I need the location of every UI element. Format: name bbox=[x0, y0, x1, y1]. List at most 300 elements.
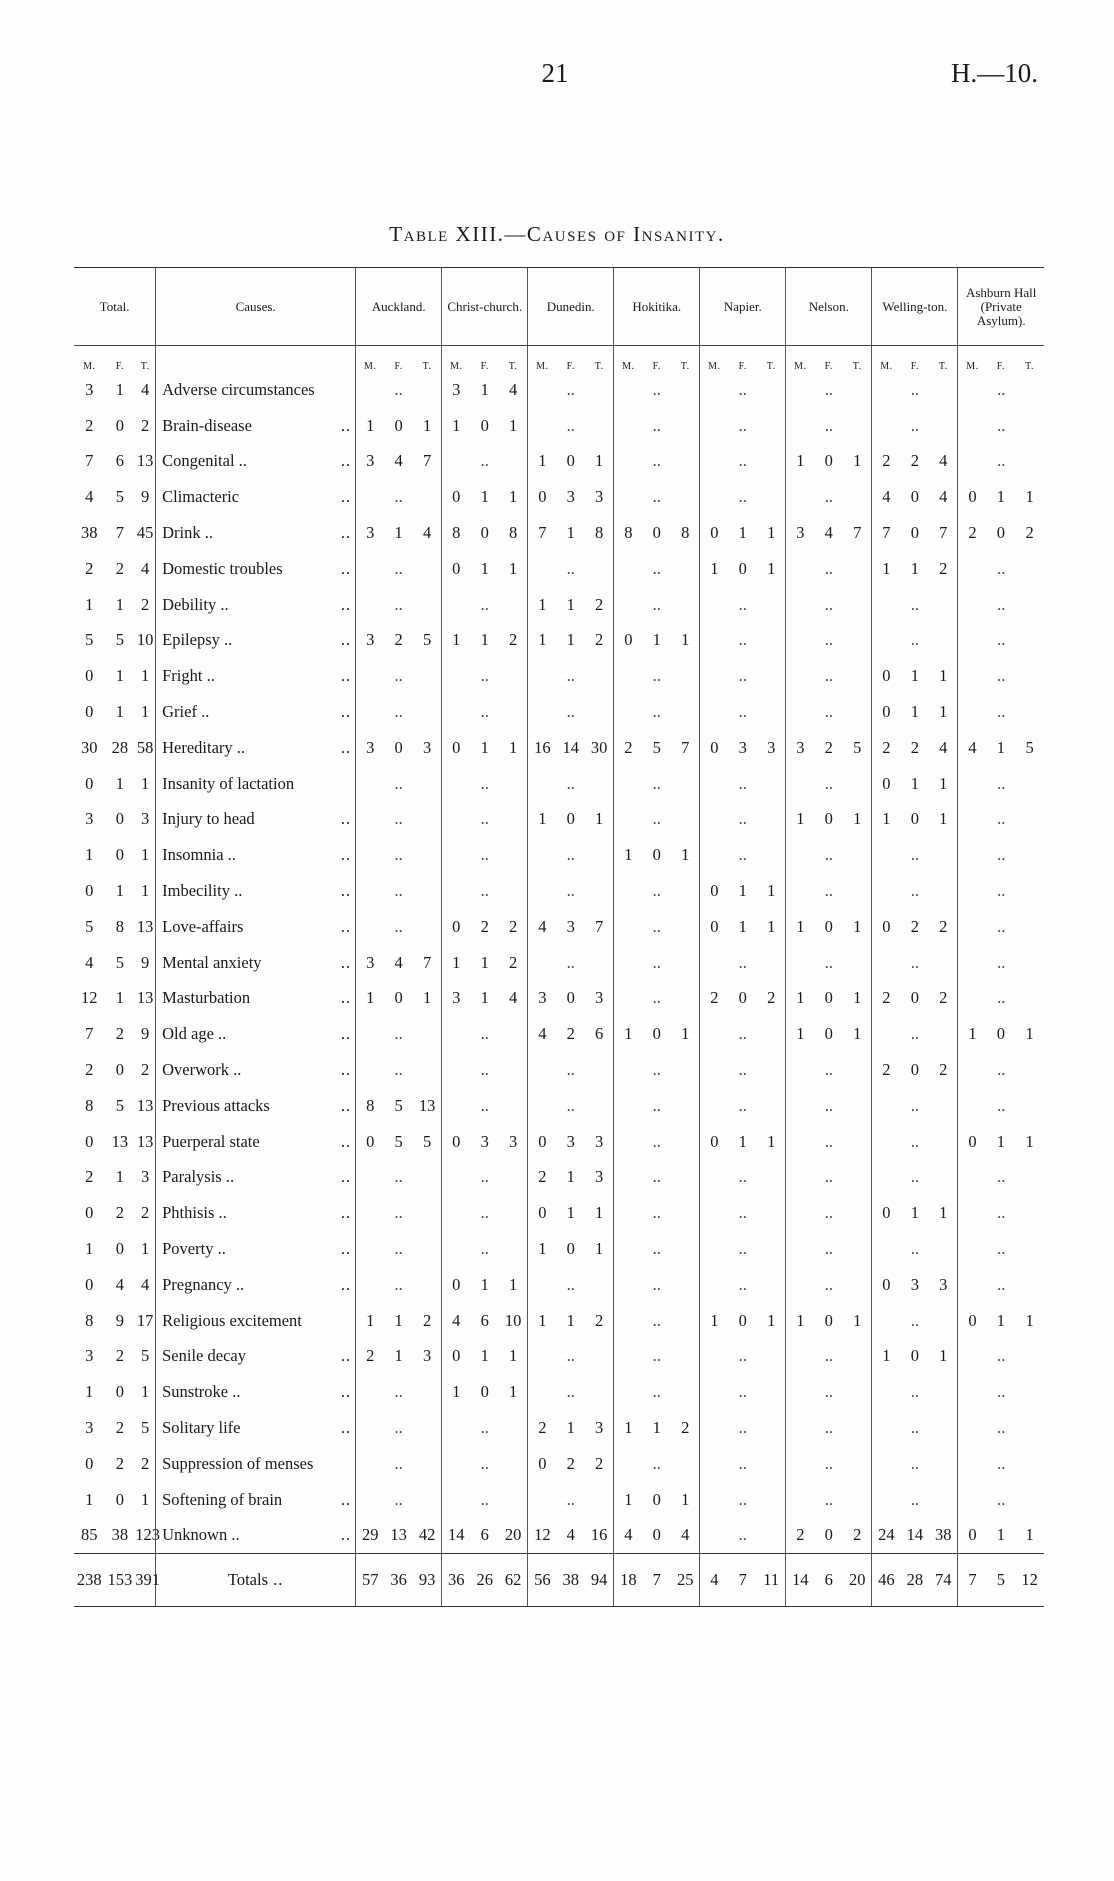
district-5-cell: 1 bbox=[786, 444, 815, 480]
district-0-empty: .. bbox=[356, 1267, 442, 1303]
total-cell: 8 bbox=[115, 916, 125, 936]
district-1-cell: 8 bbox=[442, 515, 471, 551]
district-0-empty: .. bbox=[356, 1231, 442, 1267]
district-5-cell: 0 bbox=[824, 809, 833, 829]
cause-text: Debility .. bbox=[162, 594, 229, 614]
district-4-empty: .. bbox=[700, 1160, 786, 1196]
district-2-cell: 2 bbox=[595, 1310, 604, 1330]
district-7-cell: 1 bbox=[996, 1310, 1006, 1330]
district-5-empty: .. bbox=[786, 694, 872, 730]
district-1-cell: 0 bbox=[442, 1267, 471, 1303]
cause-label bbox=[156, 1339, 356, 1375]
district-6-cell: 2 bbox=[939, 988, 948, 1008]
leader-dots: .. bbox=[340, 1095, 352, 1115]
cause-label bbox=[156, 408, 356, 444]
district-3-cell: 1 bbox=[652, 1418, 661, 1437]
district-1-cell: 36 bbox=[442, 1554, 471, 1607]
district-5-cell: 5 bbox=[853, 737, 862, 757]
district-5-cell: 1 bbox=[853, 1024, 862, 1044]
district-2-cell: 1 bbox=[528, 587, 557, 623]
district-7-empty: .. bbox=[958, 766, 1044, 802]
cause-text: Congenital .. bbox=[162, 451, 247, 471]
district-5-cell: 3 bbox=[786, 515, 815, 551]
district-1-cell: 3 bbox=[442, 981, 471, 1017]
district-2-cell: 30 bbox=[590, 737, 608, 757]
district-7-empty: .. bbox=[958, 1195, 1044, 1231]
leader-dots: .. bbox=[340, 487, 352, 507]
total-cell: 2 bbox=[115, 1346, 125, 1366]
district-3-cell: 2 bbox=[614, 730, 643, 766]
district-1-cell: 1 bbox=[442, 1374, 471, 1410]
district-2-empty: .. bbox=[528, 766, 614, 802]
district-2-empty: .. bbox=[528, 837, 614, 873]
total-cell: 5 bbox=[115, 952, 125, 972]
district-6-empty: .. bbox=[872, 1482, 958, 1518]
leader-dots: .. bbox=[340, 809, 352, 829]
table-row bbox=[74, 766, 1044, 802]
total-cell: 5 bbox=[115, 1095, 125, 1115]
cause-label bbox=[156, 1482, 356, 1518]
district-4-empty: .. bbox=[700, 658, 786, 694]
district-0-empty: .. bbox=[356, 1374, 442, 1410]
district-2-cell: 3 bbox=[566, 1131, 575, 1151]
district-5-cell: 0 bbox=[824, 451, 833, 471]
total-cell: 5 bbox=[141, 1346, 150, 1366]
district-4-empty: .. bbox=[700, 694, 786, 730]
district-6-cell: 4 bbox=[939, 737, 948, 757]
district-2-cell: 1 bbox=[566, 594, 575, 614]
district-6-cell: 2 bbox=[939, 558, 948, 578]
district-6-cell: 0 bbox=[872, 694, 901, 730]
district-4-cell: 1 bbox=[738, 1131, 747, 1151]
district-7-cell: 1 bbox=[996, 1525, 1006, 1545]
district-1-cell: 1 bbox=[480, 630, 489, 650]
sub-header-district-1-2: T. bbox=[508, 361, 518, 372]
total-cell: 5 bbox=[85, 630, 94, 650]
district-1-cell: 26 bbox=[470, 1554, 499, 1607]
district-7-cell: 1 bbox=[996, 737, 1006, 757]
total-cell: 38 bbox=[81, 523, 98, 543]
district-5-empty: .. bbox=[786, 408, 872, 444]
cause-text: Suppression of menses bbox=[162, 1453, 314, 1473]
district-6-cell: 38 bbox=[935, 1525, 952, 1545]
sub-header-district-5-1: F. bbox=[824, 361, 833, 372]
district-1-cell: 14 bbox=[442, 1518, 471, 1554]
district-7-cell: 1 bbox=[1025, 1525, 1034, 1545]
district-6-cell: 1 bbox=[910, 558, 919, 578]
cause-label bbox=[156, 1518, 356, 1554]
sub-header-district-1-1: F. bbox=[480, 361, 489, 372]
district-6-cell: 0 bbox=[872, 1195, 901, 1231]
district-7-cell: 5 bbox=[987, 1554, 1016, 1607]
sub-header-district-0-0: M. bbox=[356, 346, 385, 373]
cause-label bbox=[156, 1160, 356, 1196]
district-0-cell: 3 bbox=[356, 945, 385, 981]
district-0-empty: .. bbox=[356, 1410, 442, 1446]
cause-text: Religious excitement bbox=[162, 1310, 302, 1330]
district-6-empty: .. bbox=[872, 623, 958, 659]
district-4-empty: .. bbox=[700, 408, 786, 444]
cause-text: Insanity of lactation bbox=[162, 773, 295, 793]
district-7-empty: .. bbox=[958, 909, 1044, 945]
district-0-empty: .. bbox=[356, 802, 442, 838]
district-2-cell: 6 bbox=[595, 1024, 604, 1044]
cause-text: Masturbation bbox=[162, 988, 251, 1008]
district-5-empty: .. bbox=[786, 837, 872, 873]
district-3-cell: 1 bbox=[614, 1410, 643, 1446]
district-2-cell: 0 bbox=[528, 1195, 557, 1231]
district-3-cell: 2 bbox=[681, 1418, 690, 1437]
district-0-empty: .. bbox=[356, 1016, 442, 1052]
total-cell: 30 bbox=[81, 737, 98, 757]
district-7-cell: 0 bbox=[996, 1024, 1006, 1044]
header-wellington: Welling-ton. bbox=[872, 268, 958, 346]
district-4-cell: 1 bbox=[767, 916, 776, 936]
cause-label bbox=[156, 873, 356, 909]
district-5-empty: .. bbox=[786, 1446, 872, 1482]
district-5-empty: .. bbox=[786, 1088, 872, 1124]
district-1-cell: 1 bbox=[480, 379, 489, 399]
total-cell: 2 bbox=[85, 415, 94, 435]
district-5-empty: .. bbox=[786, 1124, 872, 1160]
district-3-cell: 0 bbox=[652, 845, 661, 865]
district-2-empty: .. bbox=[528, 1088, 614, 1124]
district-5-cell: 6 bbox=[814, 1554, 843, 1607]
total-cell: 4 bbox=[141, 1274, 150, 1294]
district-0-cell: 8 bbox=[356, 1088, 385, 1124]
district-6-cell: 14 bbox=[906, 1525, 924, 1545]
district-6-cell: 74 bbox=[929, 1554, 958, 1607]
district-2-empty: .. bbox=[528, 1052, 614, 1088]
district-2-cell: 1 bbox=[528, 1303, 557, 1339]
district-5-cell: 7 bbox=[853, 523, 862, 543]
cause-label bbox=[156, 945, 356, 981]
sub-header-district-5-0: M. bbox=[786, 346, 815, 373]
cause-label bbox=[156, 1195, 356, 1231]
district-4-empty: .. bbox=[700, 587, 786, 623]
district-0-empty: .. bbox=[356, 909, 442, 945]
cause-label bbox=[156, 444, 356, 480]
cause-text: Epilepsy .. bbox=[162, 630, 233, 650]
district-4-cell: 1 bbox=[767, 1131, 776, 1151]
district-0-empty: .. bbox=[356, 1195, 442, 1231]
district-2-cell: 7 bbox=[528, 515, 557, 551]
district-1-cell: 62 bbox=[499, 1554, 528, 1607]
district-1-cell: 1 bbox=[509, 737, 518, 757]
table-row bbox=[74, 408, 1044, 444]
cause-text: Phthisis .. bbox=[162, 1203, 227, 1223]
district-6-cell: 2 bbox=[872, 444, 901, 480]
district-2-cell: 3 bbox=[595, 1167, 604, 1187]
district-6-cell: 1 bbox=[910, 1203, 919, 1223]
total-cell: 4 bbox=[85, 952, 94, 972]
total-cell: 0 bbox=[115, 1060, 125, 1080]
total-cell: 1 bbox=[115, 702, 125, 722]
district-6-cell: 0 bbox=[910, 1060, 919, 1080]
district-1-empty: .. bbox=[442, 1231, 528, 1267]
total-cell: 0 bbox=[115, 1239, 125, 1259]
district-1-cell: 1 bbox=[509, 487, 518, 507]
district-2-cell: 3 bbox=[595, 1131, 604, 1151]
district-7-empty: .. bbox=[958, 551, 1044, 587]
total-cell: 7 bbox=[85, 1024, 94, 1044]
district-0-empty: .. bbox=[356, 551, 442, 587]
district-5-empty: .. bbox=[786, 479, 872, 515]
total-cell: 9 bbox=[115, 1310, 125, 1330]
district-5-cell: 1 bbox=[853, 1310, 862, 1330]
district-2-cell: 7 bbox=[595, 916, 604, 936]
district-5-empty: .. bbox=[786, 1339, 872, 1375]
total-cell: 13 bbox=[136, 916, 154, 936]
district-2-cell: 2 bbox=[595, 1453, 604, 1473]
district-5-cell: 20 bbox=[843, 1554, 872, 1607]
district-4-empty: .. bbox=[700, 766, 786, 802]
cause-label bbox=[156, 730, 356, 766]
total-cell: 3 bbox=[85, 809, 94, 829]
cause-text: Insomnia .. bbox=[162, 845, 236, 865]
cause-text: Brain-disease bbox=[162, 415, 252, 435]
total-cell: 2 bbox=[141, 1203, 150, 1223]
district-6-cell: 0 bbox=[872, 658, 901, 694]
district-6-cell: 2 bbox=[872, 981, 901, 1017]
district-3-cell: 0 bbox=[652, 1525, 661, 1545]
district-2-empty: .. bbox=[528, 694, 614, 730]
district-0-empty: .. bbox=[356, 766, 442, 802]
district-0-cell: 4 bbox=[394, 952, 403, 972]
district-7-empty: .. bbox=[958, 658, 1044, 694]
cause-text: Senile decay bbox=[162, 1346, 246, 1366]
district-6-empty: .. bbox=[872, 1016, 958, 1052]
table-row bbox=[74, 1124, 1044, 1160]
district-6-empty: .. bbox=[872, 945, 958, 981]
total-cell: 4 bbox=[141, 558, 150, 578]
total-cell: 123 bbox=[135, 1525, 160, 1545]
district-3-cell: 0 bbox=[652, 523, 661, 543]
district-2-cell: 1 bbox=[566, 523, 575, 543]
district-7-cell: 1 bbox=[1025, 1310, 1034, 1330]
leader-dots: .. bbox=[340, 881, 352, 901]
cause-text: Drink .. bbox=[162, 523, 213, 543]
district-5-empty: .. bbox=[786, 587, 872, 623]
total-cell: 45 bbox=[136, 523, 154, 543]
total-cell: 1 bbox=[141, 845, 150, 865]
district-2-cell: 1 bbox=[595, 451, 604, 471]
table-row bbox=[74, 587, 1044, 623]
district-1-cell: 10 bbox=[504, 1310, 522, 1330]
district-7-empty: .. bbox=[958, 1267, 1044, 1303]
district-6-cell: 1 bbox=[872, 1339, 901, 1375]
district-3-empty: .. bbox=[614, 1052, 700, 1088]
district-1-cell: 1 bbox=[509, 1382, 518, 1402]
district-4-empty: .. bbox=[700, 1339, 786, 1375]
district-0-cell: 7 bbox=[422, 451, 432, 471]
district-5-cell: 1 bbox=[853, 916, 862, 936]
total-cell: 1 bbox=[141, 702, 150, 722]
district-4-empty: .. bbox=[700, 1518, 786, 1554]
district-1-cell: 2 bbox=[509, 952, 518, 972]
leader-dots: .. bbox=[340, 952, 352, 972]
district-0-empty: .. bbox=[356, 837, 442, 873]
cause-label bbox=[156, 1374, 356, 1410]
total-cell: 7 bbox=[85, 451, 94, 471]
cause-label bbox=[156, 909, 356, 945]
district-4-cell: 7 bbox=[728, 1554, 757, 1607]
district-6-empty: .. bbox=[872, 372, 958, 408]
district-2-cell: 38 bbox=[556, 1554, 585, 1607]
district-6-cell: 2 bbox=[872, 730, 901, 766]
total-cell: 1 bbox=[141, 1239, 150, 1259]
district-2-empty: .. bbox=[528, 873, 614, 909]
district-1-cell: 1 bbox=[480, 558, 489, 578]
district-3-empty: .. bbox=[614, 1231, 700, 1267]
sub-header-district-3-1: F. bbox=[652, 361, 661, 372]
district-0-cell: 1 bbox=[422, 988, 432, 1008]
district-5-cell: 2 bbox=[853, 1525, 862, 1545]
district-7-cell: 1 bbox=[1025, 1131, 1034, 1151]
total-cell: 4 bbox=[141, 379, 150, 399]
total-cell: 0 bbox=[115, 1382, 125, 1402]
district-5-empty: .. bbox=[786, 372, 872, 408]
district-6-empty: .. bbox=[872, 837, 958, 873]
district-0-cell: 2 bbox=[356, 1339, 385, 1375]
district-0-empty: .. bbox=[356, 587, 442, 623]
district-6-cell: 0 bbox=[910, 487, 919, 507]
leader-dots: .. bbox=[340, 594, 352, 614]
total-cell: 2 bbox=[115, 1418, 125, 1437]
district-2-cell: 0 bbox=[528, 479, 557, 515]
total-cell: 1 bbox=[141, 1382, 150, 1402]
district-1-cell: 0 bbox=[480, 415, 489, 435]
table-row bbox=[74, 802, 1044, 838]
district-3-cell: 8 bbox=[614, 515, 643, 551]
district-7-empty: .. bbox=[958, 694, 1044, 730]
district-1-empty: .. bbox=[442, 802, 528, 838]
leader-dots: .. bbox=[340, 1274, 352, 1294]
district-0-cell: 5 bbox=[422, 630, 432, 650]
district-0-cell: 13 bbox=[390, 1525, 407, 1545]
district-7-empty: .. bbox=[958, 1088, 1044, 1124]
district-5-empty: .. bbox=[786, 1374, 872, 1410]
district-2-cell: 2 bbox=[595, 630, 604, 650]
district-5-empty: .. bbox=[786, 1482, 872, 1518]
district-5-cell: 1 bbox=[786, 981, 815, 1017]
district-0-empty: .. bbox=[356, 372, 442, 408]
district-5-cell: 0 bbox=[824, 916, 833, 936]
cause-text: Pregnancy .. bbox=[162, 1274, 245, 1294]
total-cell: 2 bbox=[85, 558, 94, 578]
cause-label bbox=[156, 623, 356, 659]
district-2-cell: 2 bbox=[528, 1160, 557, 1196]
cause-text: Fright .. bbox=[162, 666, 215, 686]
district-3-cell: 1 bbox=[681, 630, 690, 650]
cause-label bbox=[156, 587, 356, 623]
district-7-empty: .. bbox=[958, 1160, 1044, 1196]
district-2-empty: .. bbox=[528, 408, 614, 444]
district-7-cell: 1 bbox=[1025, 1024, 1034, 1044]
total-cell: 2 bbox=[115, 558, 125, 578]
header-row bbox=[74, 268, 1044, 346]
district-5-empty: .. bbox=[786, 1267, 872, 1303]
total-cell: 0 bbox=[85, 773, 94, 793]
district-5-cell: 1 bbox=[786, 1303, 815, 1339]
district-0-cell: 36 bbox=[384, 1554, 413, 1607]
district-6-empty: .. bbox=[872, 1160, 958, 1196]
district-1-empty: .. bbox=[442, 873, 528, 909]
leader-dots: .. bbox=[340, 1489, 352, 1509]
district-3-empty: .. bbox=[614, 981, 700, 1017]
header-causes: Causes. bbox=[156, 268, 356, 346]
cause-text: Totals bbox=[227, 1570, 268, 1590]
district-1-cell: 2 bbox=[509, 630, 518, 650]
district-3-empty: .. bbox=[614, 1303, 700, 1339]
district-0-empty: .. bbox=[356, 1160, 442, 1196]
district-1-cell: 6 bbox=[480, 1525, 489, 1545]
total-cell: 1 bbox=[115, 988, 125, 1008]
total-cell: 9 bbox=[141, 487, 150, 507]
district-1-empty: .. bbox=[442, 587, 528, 623]
district-5-empty: .. bbox=[786, 766, 872, 802]
total-cell: 1 bbox=[115, 1167, 125, 1187]
total-cell: 1 bbox=[85, 845, 94, 865]
district-3-cell: 1 bbox=[614, 1482, 643, 1518]
district-1-empty: .. bbox=[442, 1446, 528, 1482]
district-5-empty: .. bbox=[786, 551, 872, 587]
district-6-cell: 2 bbox=[910, 916, 919, 936]
district-1-cell: 1 bbox=[480, 1346, 489, 1366]
district-7-cell: 4 bbox=[958, 730, 987, 766]
district-2-cell: 3 bbox=[595, 988, 604, 1008]
district-6-cell: 0 bbox=[872, 909, 901, 945]
district-4-empty: .. bbox=[700, 1267, 786, 1303]
district-0-cell: 1 bbox=[394, 1346, 403, 1366]
total-cell: 1 bbox=[115, 666, 125, 686]
district-4-empty: .. bbox=[700, 802, 786, 838]
district-5-cell: 0 bbox=[824, 1525, 833, 1545]
district-1-empty: .. bbox=[442, 1088, 528, 1124]
district-0-empty: .. bbox=[356, 1482, 442, 1518]
leader-dots: .. bbox=[340, 523, 352, 543]
total-cell: 1 bbox=[85, 594, 94, 614]
total-cell: 5 bbox=[115, 487, 125, 507]
total-cell: 13 bbox=[111, 1131, 129, 1151]
district-0-cell: 3 bbox=[422, 1346, 432, 1366]
total-cell: 0 bbox=[115, 845, 125, 865]
district-4-empty: .. bbox=[700, 1410, 786, 1446]
district-4-cell: 2 bbox=[700, 981, 729, 1017]
leader-dots: .. bbox=[340, 702, 352, 722]
total-cell: 8 bbox=[85, 1310, 94, 1330]
district-0-cell: 4 bbox=[394, 451, 403, 471]
header-ashburn-hall: Ashburn Hall (Private Asylum). bbox=[958, 268, 1044, 346]
district-2-cell: 1 bbox=[528, 444, 557, 480]
total-cell: 9 bbox=[141, 1024, 150, 1044]
total-cell: 0 bbox=[115, 415, 125, 435]
district-0-cell: 3 bbox=[356, 623, 385, 659]
header-total: Total. bbox=[74, 268, 156, 346]
district-7-empty: .. bbox=[958, 408, 1044, 444]
district-0-cell: 3 bbox=[356, 515, 385, 551]
header-auckland: Auckland. bbox=[356, 268, 442, 346]
district-4-cell: 3 bbox=[767, 737, 776, 757]
district-3-cell: 0 bbox=[614, 623, 643, 659]
page-number: 21 bbox=[541, 58, 569, 88]
sub-header-district-2-2: T. bbox=[594, 361, 604, 372]
district-5-cell: 0 bbox=[824, 988, 833, 1008]
district-7-cell: 0 bbox=[958, 479, 987, 515]
district-4-cell: 0 bbox=[700, 1124, 729, 1160]
district-6-cell: 1 bbox=[939, 1203, 948, 1223]
district-3-empty: .. bbox=[614, 1088, 700, 1124]
